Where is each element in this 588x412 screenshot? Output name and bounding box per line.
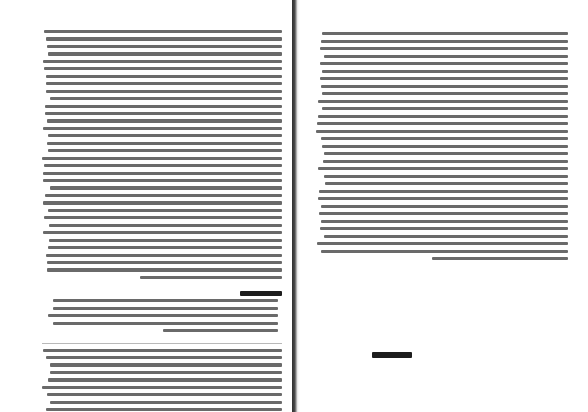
text-line-placeholder [44, 30, 282, 33]
section-heading [240, 291, 282, 295]
text-line-placeholder [50, 371, 282, 374]
text-line-placeholder [53, 299, 278, 302]
text-line-placeholder [43, 60, 282, 63]
text-line-placeholder [321, 250, 568, 253]
text-line-placeholder [321, 85, 568, 88]
text-line-placeholder [46, 90, 282, 93]
text-line-placeholder [48, 134, 282, 137]
text-line-placeholder [45, 105, 282, 108]
text-line-placeholder [163, 329, 278, 332]
text-line-placeholder [48, 246, 282, 249]
text-line-placeholder [48, 149, 282, 152]
text-line-placeholder [320, 47, 568, 50]
text-line-placeholder [43, 231, 282, 234]
text-line-placeholder [317, 122, 568, 125]
text-line-placeholder [50, 363, 282, 366]
text-line-placeholder [48, 378, 282, 381]
text-line-placeholder [321, 220, 568, 223]
right-page [300, 0, 588, 412]
text-line-placeholder [140, 276, 282, 279]
text-line-placeholder [47, 268, 282, 271]
text-line-placeholder [50, 401, 282, 404]
text-line-placeholder [47, 45, 282, 48]
text-line-placeholder [318, 115, 568, 118]
text-line-placeholder [42, 386, 282, 389]
text-line-placeholder [321, 137, 568, 140]
text-line-placeholder [321, 40, 568, 43]
text-line-placeholder [319, 190, 568, 193]
text-line-placeholder [322, 107, 568, 110]
text-line-placeholder [50, 97, 282, 100]
text-line-placeholder [321, 205, 568, 208]
text-line-placeholder [53, 307, 278, 310]
chapter-title [372, 352, 412, 358]
text-line-placeholder [47, 393, 282, 396]
text-line-placeholder [46, 356, 282, 359]
text-line-placeholder [45, 112, 282, 115]
text-line-placeholder [53, 322, 278, 325]
text-line-placeholder [46, 254, 282, 257]
text-line-placeholder [48, 52, 282, 55]
text-line-placeholder [432, 257, 568, 260]
text-line-placeholder [48, 209, 282, 212]
text-line-placeholder [320, 227, 568, 230]
text-line-placeholder [318, 197, 568, 200]
quote-divider [42, 343, 282, 344]
text-line-placeholder [47, 119, 282, 122]
text-line-placeholder [44, 216, 282, 219]
text-line-placeholder [47, 261, 282, 264]
text-line-placeholder [320, 62, 568, 65]
text-line-placeholder [49, 224, 282, 227]
text-line-placeholder [318, 167, 568, 170]
text-line-placeholder [322, 145, 568, 148]
text-line-placeholder [324, 55, 568, 58]
text-line-placeholder [322, 70, 568, 73]
text-line-placeholder [44, 164, 282, 167]
text-line-placeholder [46, 82, 282, 85]
text-line-placeholder [42, 157, 282, 160]
text-line-placeholder [325, 182, 568, 185]
text-line-placeholder [43, 349, 282, 352]
text-line-placeholder [48, 314, 278, 317]
text-line-placeholder [324, 152, 568, 155]
text-line-placeholder [322, 92, 568, 95]
text-line-placeholder [47, 142, 282, 145]
text-line-placeholder [324, 175, 568, 178]
text-line-placeholder [318, 100, 568, 103]
text-line-placeholder [46, 37, 282, 40]
left-page [0, 0, 292, 412]
text-line-placeholder [320, 77, 568, 80]
text-line-placeholder [324, 235, 568, 238]
text-line-placeholder [322, 32, 568, 35]
text-line-placeholder [49, 239, 282, 242]
text-line-placeholder [43, 201, 282, 204]
book-gutter [292, 0, 300, 412]
text-line-placeholder [44, 67, 282, 70]
text-line-placeholder [50, 186, 282, 189]
text-line-placeholder [317, 242, 568, 245]
text-line-placeholder [43, 179, 282, 182]
text-line-placeholder [45, 194, 282, 197]
text-line-placeholder [46, 408, 282, 411]
text-line-placeholder [316, 130, 568, 133]
text-line-placeholder [43, 172, 282, 175]
text-line-placeholder [319, 212, 568, 215]
text-line-placeholder [46, 75, 282, 78]
text-line-placeholder [323, 160, 568, 163]
text-line-placeholder [43, 127, 282, 130]
